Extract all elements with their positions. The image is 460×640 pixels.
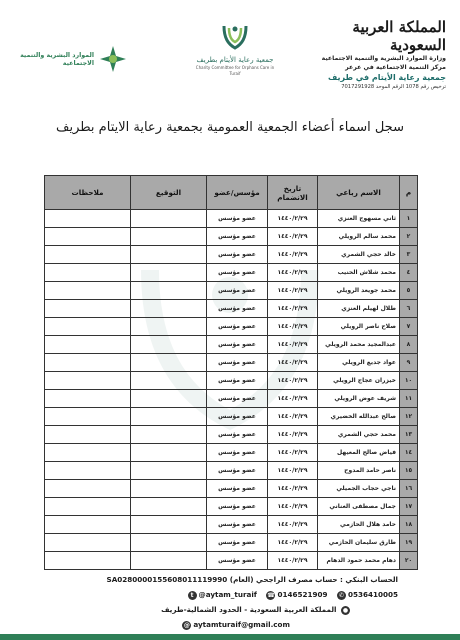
member-name: عواد جديع الرويلي <box>318 354 400 372</box>
notes-cell <box>45 552 131 570</box>
member-name: عبدالمجيد محمد الرويلي <box>318 336 400 354</box>
member-type: عضو مؤسس <box>207 300 268 318</box>
member-type: عضو مؤسس <box>207 498 268 516</box>
member-type: عضو مؤسس <box>207 372 268 390</box>
document-title: سجل اسماء أعضاء الجمعية العمومية بجمعية رعاية الايتام بطريف <box>56 120 404 135</box>
table-row <box>45 264 418 282</box>
signature-cell <box>131 462 207 480</box>
table-row <box>45 300 418 318</box>
members-table <box>44 175 418 570</box>
notes-cell <box>45 264 131 282</box>
email-icon: @ <box>183 621 190 629</box>
join-date: ١٤٤٠/٢/٢٩ <box>268 516 318 534</box>
header-name: الاسم رباعي <box>318 176 400 210</box>
signature-cell <box>131 372 207 390</box>
notes-cell <box>45 300 131 318</box>
member-name: دهام محمد حمود الدهام <box>318 552 400 570</box>
member-type: عضو مؤسس <box>207 462 268 480</box>
row-number: ٨ <box>400 336 418 354</box>
email-address[interactable]: aytamturaif@gmail.com <box>193 620 290 629</box>
notes-cell <box>45 336 131 354</box>
signature-cell <box>131 498 207 516</box>
association-logo <box>190 22 280 77</box>
member-type: عضو مؤسس <box>207 516 268 534</box>
notes-cell <box>45 246 131 264</box>
table-row <box>45 534 418 552</box>
notes-cell <box>45 426 131 444</box>
table-row <box>45 210 418 228</box>
member-type: عضو مؤسس <box>207 354 268 372</box>
bank-label: الحساب البنكي : حساب مصرف الراجحي (العام) <box>229 575 398 584</box>
signature-cell <box>131 246 207 264</box>
row-number: ٥ <box>400 282 418 300</box>
member-type: عضو مؤسس <box>207 480 268 498</box>
join-date: ١٤٤٠/٢/٢٩ <box>268 300 318 318</box>
table-row <box>45 336 418 354</box>
header-date: تاريخ الانضمام <box>268 176 318 210</box>
member-type: عضو مؤسس <box>207 228 268 246</box>
signature-cell <box>131 228 207 246</box>
ministry-name: وزارة الموارد البشرية والتنمية الاجتماعية <box>321 55 446 62</box>
table-row <box>45 498 418 516</box>
member-type: عضو مؤسس <box>207 552 268 570</box>
member-type: عضو مؤسس <box>207 210 268 228</box>
row-number: ١٦ <box>400 480 418 498</box>
member-name: طارق سليمان الحازمي <box>318 534 400 552</box>
kingdom-title: المملكة العربية السعودية <box>352 18 446 54</box>
table-row <box>45 462 418 480</box>
table-row <box>45 480 418 498</box>
table-row <box>45 372 418 390</box>
table-row <box>45 354 418 372</box>
row-number: ٢٠ <box>400 552 418 570</box>
phone-icon: ☎ <box>267 591 275 599</box>
notes-cell <box>45 444 131 462</box>
join-date: ١٤٤٠/٢/٢٩ <box>268 264 318 282</box>
member-name: فياض صالح المعيهل <box>318 444 400 462</box>
center-name: مركز التنمية الاجتماعية في عرعر <box>345 64 446 71</box>
notes-cell <box>45 516 131 534</box>
signature-cell <box>131 408 207 426</box>
bottom-accent-bar <box>0 634 460 640</box>
row-number: ٦ <box>400 300 418 318</box>
header-notes: ملاحظات <box>45 176 131 210</box>
join-date: ١٤٤٠/٢/٢٩ <box>268 408 318 426</box>
join-date: ١٤٤٠/٢/٢٩ <box>268 426 318 444</box>
member-type: عضو مؤسس <box>207 246 268 264</box>
member-name: محمد حجي الشمري <box>318 426 400 444</box>
join-date: ١٤٤٠/٢/٢٩ <box>268 282 318 300</box>
header-signature: التوقيع <box>131 176 207 210</box>
join-date: ١٤٤٠/٢/٢٩ <box>268 246 318 264</box>
row-number: ١١ <box>400 390 418 408</box>
row-number: ٧ <box>400 318 418 336</box>
join-date: ١٤٤٠/٢/٢٩ <box>268 498 318 516</box>
member-name: جمال مصطفى الغناني <box>318 498 400 516</box>
notes-cell <box>45 282 131 300</box>
table-row <box>45 444 418 462</box>
address-line <box>161 605 352 615</box>
signature-cell <box>131 354 207 372</box>
row-number: ٩ <box>400 354 418 372</box>
member-name: شريف عوض الرويلي <box>318 390 400 408</box>
join-date: ١٤٤٠/٢/٢٩ <box>268 354 318 372</box>
header-type: مؤسس/عضو <box>207 176 268 210</box>
row-number: ١٠ <box>400 372 418 390</box>
contact-line <box>186 590 398 600</box>
row-number: ٣ <box>400 246 418 264</box>
table-header-row <box>45 176 418 210</box>
signature-cell <box>131 300 207 318</box>
table-row <box>45 246 418 264</box>
row-number: ٤ <box>400 264 418 282</box>
member-name: حامد هلال الحازمي <box>318 516 400 534</box>
row-number: ٢ <box>400 228 418 246</box>
member-type: عضو مؤسس <box>207 534 268 552</box>
member-type: عضو مؤسس <box>207 408 268 426</box>
member-name: صالح عبدالله الخضيري <box>318 408 400 426</box>
association-name: جمعية رعاية الأيتام في طريف <box>327 73 446 82</box>
join-date: ١٤٤٠/٢/٢٩ <box>268 372 318 390</box>
signature-cell <box>131 534 207 552</box>
notes-cell <box>45 462 131 480</box>
mobile-icon: ✆ <box>338 591 344 599</box>
location-pin-icon: ● <box>342 606 349 614</box>
address-text: المملكة العربية السعودية - الحدود الشمالية-طريف <box>161 605 337 614</box>
twitter-icon: t <box>188 591 197 600</box>
row-number: ١٩ <box>400 534 418 552</box>
table-row <box>45 516 418 534</box>
member-name: خالد حجي الشمري <box>318 246 400 264</box>
iban-number: SA0280000155608011119990 <box>106 575 228 584</box>
hands-logo-icon <box>218 22 252 52</box>
member-name: صلاح ناصر الرويلي <box>318 318 400 336</box>
table-row <box>45 426 418 444</box>
notes-cell <box>45 498 131 516</box>
signature-cell <box>131 336 207 354</box>
email-line <box>180 620 290 630</box>
join-date: ١٤٤٠/٢/٢٩ <box>268 228 318 246</box>
join-date: ١٤٤٠/٢/٢٩ <box>268 552 318 570</box>
member-name: ثاني مسهوج العنزي <box>318 210 400 228</box>
signature-cell <box>131 552 207 570</box>
letterhead-right <box>306 18 446 91</box>
member-type: عضو مؤسس <box>207 336 268 354</box>
header-num: م <box>400 176 418 210</box>
member-name: محمد سالم الرويلي <box>318 228 400 246</box>
row-number: ١٢ <box>400 408 418 426</box>
row-number: ١٧ <box>400 498 418 516</box>
notes-cell <box>45 480 131 498</box>
row-number: ١٣ <box>400 426 418 444</box>
join-date: ١٤٤٠/٢/٢٩ <box>268 444 318 462</box>
member-name: طلال لهيلم العنزي <box>318 300 400 318</box>
signature-cell <box>131 264 207 282</box>
notes-cell <box>45 372 131 390</box>
member-name: ناجي حجاب الجميلي <box>318 480 400 498</box>
license-number: ترخيص رقم 1078 الرقم الموحد 7017291928 <box>341 84 446 90</box>
ministry-emblem-icon <box>98 44 128 74</box>
notes-cell <box>45 210 131 228</box>
signature-cell <box>131 318 207 336</box>
logo-name-en: Charity Committee for Orphans Care in Turaif <box>195 65 275 76</box>
phone-number-2: 0146521909 <box>277 590 328 599</box>
row-number: ١٤ <box>400 444 418 462</box>
table-row <box>45 408 418 426</box>
join-date: ١٤٤٠/٢/٢٩ <box>268 480 318 498</box>
member-type: عضو مؤسس <box>207 264 268 282</box>
join-date: ١٤٤٠/٢/٢٩ <box>268 534 318 552</box>
signature-cell <box>131 426 207 444</box>
join-date: ١٤٤٠/٢/٢٩ <box>268 210 318 228</box>
member-type: عضو مؤسس <box>207 426 268 444</box>
row-number: ١٨ <box>400 516 418 534</box>
signature-cell <box>131 390 207 408</box>
join-date: ١٤٤٠/٢/٢٩ <box>268 336 318 354</box>
notes-cell <box>45 390 131 408</box>
notes-cell <box>45 408 131 426</box>
ministry-logo <box>14 44 134 84</box>
social-handle[interactable]: @aytam_turaif <box>198 590 257 599</box>
member-name: خيزران عجاج الرويلي <box>318 372 400 390</box>
member-type: عضو مؤسس <box>207 444 268 462</box>
member-name: محمد شلاش الحنيب <box>318 264 400 282</box>
table-row <box>45 228 418 246</box>
signature-cell <box>131 282 207 300</box>
signature-cell <box>131 480 207 498</box>
table-row <box>45 282 418 300</box>
signature-cell <box>131 210 207 228</box>
notes-cell <box>45 354 131 372</box>
member-type: عضو مؤسس <box>207 282 268 300</box>
ministry-logo-text: الموارد البشرية والتنمية الاجتماعية <box>20 52 94 67</box>
logo-name-ar: جمعية رعاية الأيتام بطريف <box>196 56 274 64</box>
member-type: عضو مؤسس <box>207 318 268 336</box>
row-number: ١٥ <box>400 462 418 480</box>
member-name: محمد جويعد الرويلي <box>318 282 400 300</box>
table-row <box>45 390 418 408</box>
bank-account <box>107 575 398 584</box>
row-number: ١ <box>400 210 418 228</box>
join-date: ١٤٤٠/٢/٢٩ <box>268 390 318 408</box>
table-row <box>45 552 418 570</box>
member-type: عضو مؤسس <box>207 390 268 408</box>
notes-cell <box>45 318 131 336</box>
signature-cell <box>131 444 207 462</box>
phone-number-1: 0536410005 <box>347 590 398 599</box>
member-name: ناصر حامد المدوح <box>318 462 400 480</box>
join-date: ١٤٤٠/٢/٢٩ <box>268 462 318 480</box>
signature-cell <box>131 516 207 534</box>
notes-cell <box>45 534 131 552</box>
join-date: ١٤٤٠/٢/٢٩ <box>268 318 318 336</box>
table-row <box>45 318 418 336</box>
notes-cell <box>45 228 131 246</box>
